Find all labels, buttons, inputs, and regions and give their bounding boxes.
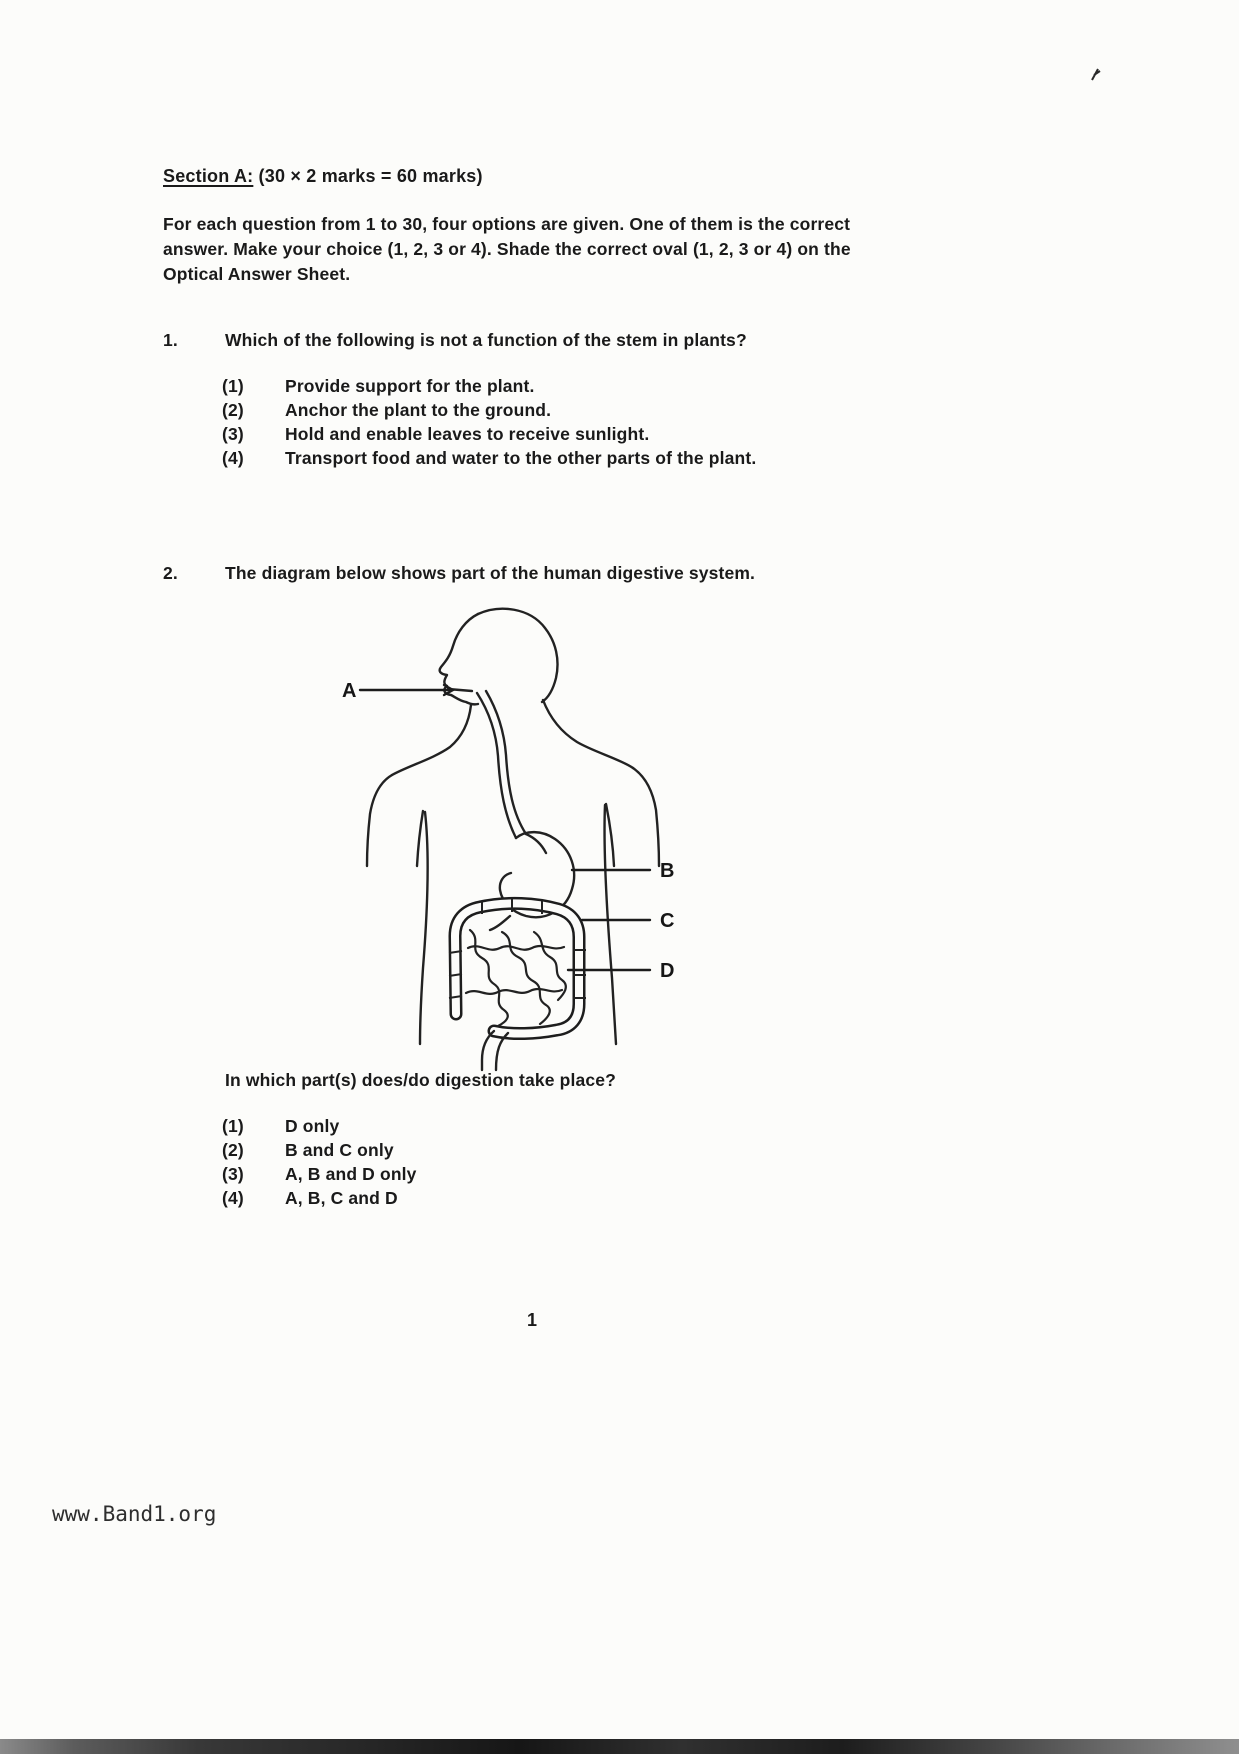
duodenum <box>490 916 510 930</box>
option-row <box>222 1140 417 1164</box>
head-outline <box>478 609 558 702</box>
option-text: Anchor the plant to the ground. <box>285 400 552 420</box>
right-torso-side <box>605 805 616 1044</box>
neck-left <box>392 705 471 775</box>
option-text: B and C only <box>285 1140 394 1160</box>
option-label: (2) <box>222 1140 244 1160</box>
option-text: D only <box>285 1116 340 1136</box>
option-label: (3) <box>222 424 244 444</box>
question-number: 1. <box>163 330 178 350</box>
option-row <box>222 400 756 424</box>
option-text: A, B and D only <box>285 1164 417 1184</box>
section-marks: (30 × 2 marks = 60 marks) <box>258 166 483 186</box>
option-label: (1) <box>222 1116 244 1136</box>
option-row <box>222 1188 417 1212</box>
option-row <box>222 424 756 448</box>
large-intestine <box>455 903 579 1033</box>
option-label: (3) <box>222 1164 244 1184</box>
question-2-options <box>222 1116 417 1212</box>
question-1 <box>163 330 925 351</box>
right-arm-inner <box>606 804 614 866</box>
question-number: 2. <box>163 563 178 583</box>
left-arm-inner <box>417 811 423 866</box>
option-text: Transport food and water to the other parts of the plant. <box>285 448 757 468</box>
question-text: Which of the following is not a function of the stem in plants? <box>225 330 747 350</box>
option-row <box>222 1164 417 1188</box>
diagram-label-c: C <box>660 910 675 932</box>
option-label: (4) <box>222 448 244 468</box>
option-label: (1) <box>222 376 244 396</box>
section-heading <box>163 166 483 187</box>
left-torso-side <box>420 812 428 1044</box>
stomach-inner-curve <box>526 834 546 853</box>
option-row <box>222 1116 417 1140</box>
section-title: Section A: <box>163 166 254 186</box>
instructions-text: For each question from 1 to 30, four options are given. One of them is the correct answer. Make your choice (1, 2, 3 or 4). Shade the correct oval (1, 2, 3 or 4) on the Optical Answer Sheet. <box>163 214 851 284</box>
footer-url: www.Band1.org <box>52 1502 217 1526</box>
diagram-label-a: A <box>342 680 357 702</box>
scan-artifact <box>1090 66 1102 87</box>
option-label: (4) <box>222 1188 244 1208</box>
small-intestine <box>466 930 566 1026</box>
option-text: Provide support for the plant. <box>285 376 535 396</box>
neck-right <box>543 700 633 768</box>
question-1-options <box>222 376 756 472</box>
digestive-system-diagram <box>330 598 730 1076</box>
left-arm-outer <box>367 775 392 866</box>
question-text: The diagram below shows part of the human digestive system. <box>225 563 756 583</box>
option-row <box>222 376 756 400</box>
question-2-subquestion <box>225 1070 925 1091</box>
question-2 <box>163 563 925 584</box>
option-label: (2) <box>222 400 244 420</box>
page-number: 1 <box>526 1310 537 1330</box>
diagram-label-d: D <box>660 960 675 982</box>
diagram-label-b: B <box>660 860 675 882</box>
question-text: In which part(s) does/do digestion take place? <box>225 1070 616 1090</box>
large-intestine-lumen <box>455 903 579 1033</box>
scan-edge-bar <box>0 1739 1239 1754</box>
option-row <box>222 448 756 472</box>
right-arm-outer <box>633 768 659 866</box>
option-text: A, B, C and D <box>285 1188 398 1208</box>
option-text: Hold and enable leaves to receive sunlight. <box>285 424 650 444</box>
